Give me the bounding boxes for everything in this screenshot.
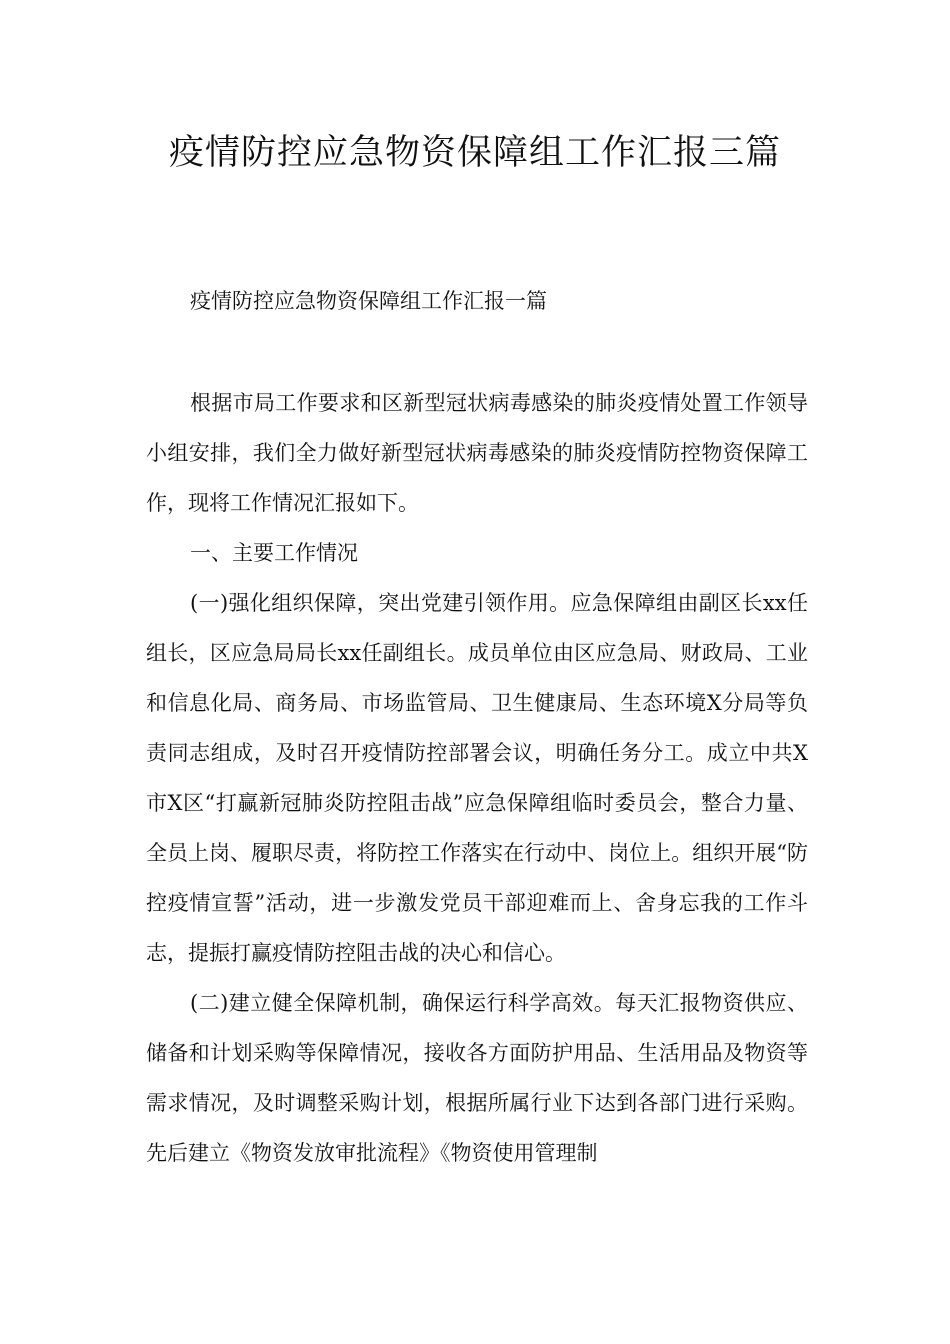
document-body: [146, 378, 808, 1178]
document-title: 疫情防控应急物资保障组工作汇报三篇: [168, 133, 781, 173]
paragraph-intro: 根据市局工作要求和区新型冠状病毒感染的肺炎疫情处置工作领导小组安排，我们全力做好新型冠状病毒感染的肺炎疫情防控物资保障工作，现将工作情况汇报如下。: [146, 391, 808, 515]
section-heading: 一、主要工作情况: [190, 541, 358, 565]
document-subtitle: 疫情防控应急物资保障组工作汇报一篇: [190, 289, 547, 313]
paragraph-mechanism: (二)建立健全保障机制，确保运行科学高效。每天汇报物资供应、储备和计划采购等保障情况，接收各方面防护用品、生活用品及物资等需求情况，及时调整采购计划，根据所属行业下达到各部门进行采购。先后建立《物资发放审批流程》《物资使用管理制: [146, 991, 808, 1165]
paragraph-organization: (一)强化组织保障，突出党建引领作用。应急保障组由副区长xx任组长，区应急局局长xx任副组长。成员单位由区应急局、财政局、工业和信息化局、商务局、市场监管局、卫生健康局、生态环境X分局等负责同志组成，及时召开疫情防控部署会议，明确任务分工。成立中共X市X区“打赢新冠肺炎防控阻击战”应急保障组临时委员会，整合力量、全员上岗、履职尽责，将防控工作落实在行动中、岗位上。组织开展“防控疫情宣誓”活动，进一步激发党员干部迎难而上、舍身忘我的工作斗志，提振打赢疫情防控阻击战的决心和信心。: [146, 591, 808, 965]
